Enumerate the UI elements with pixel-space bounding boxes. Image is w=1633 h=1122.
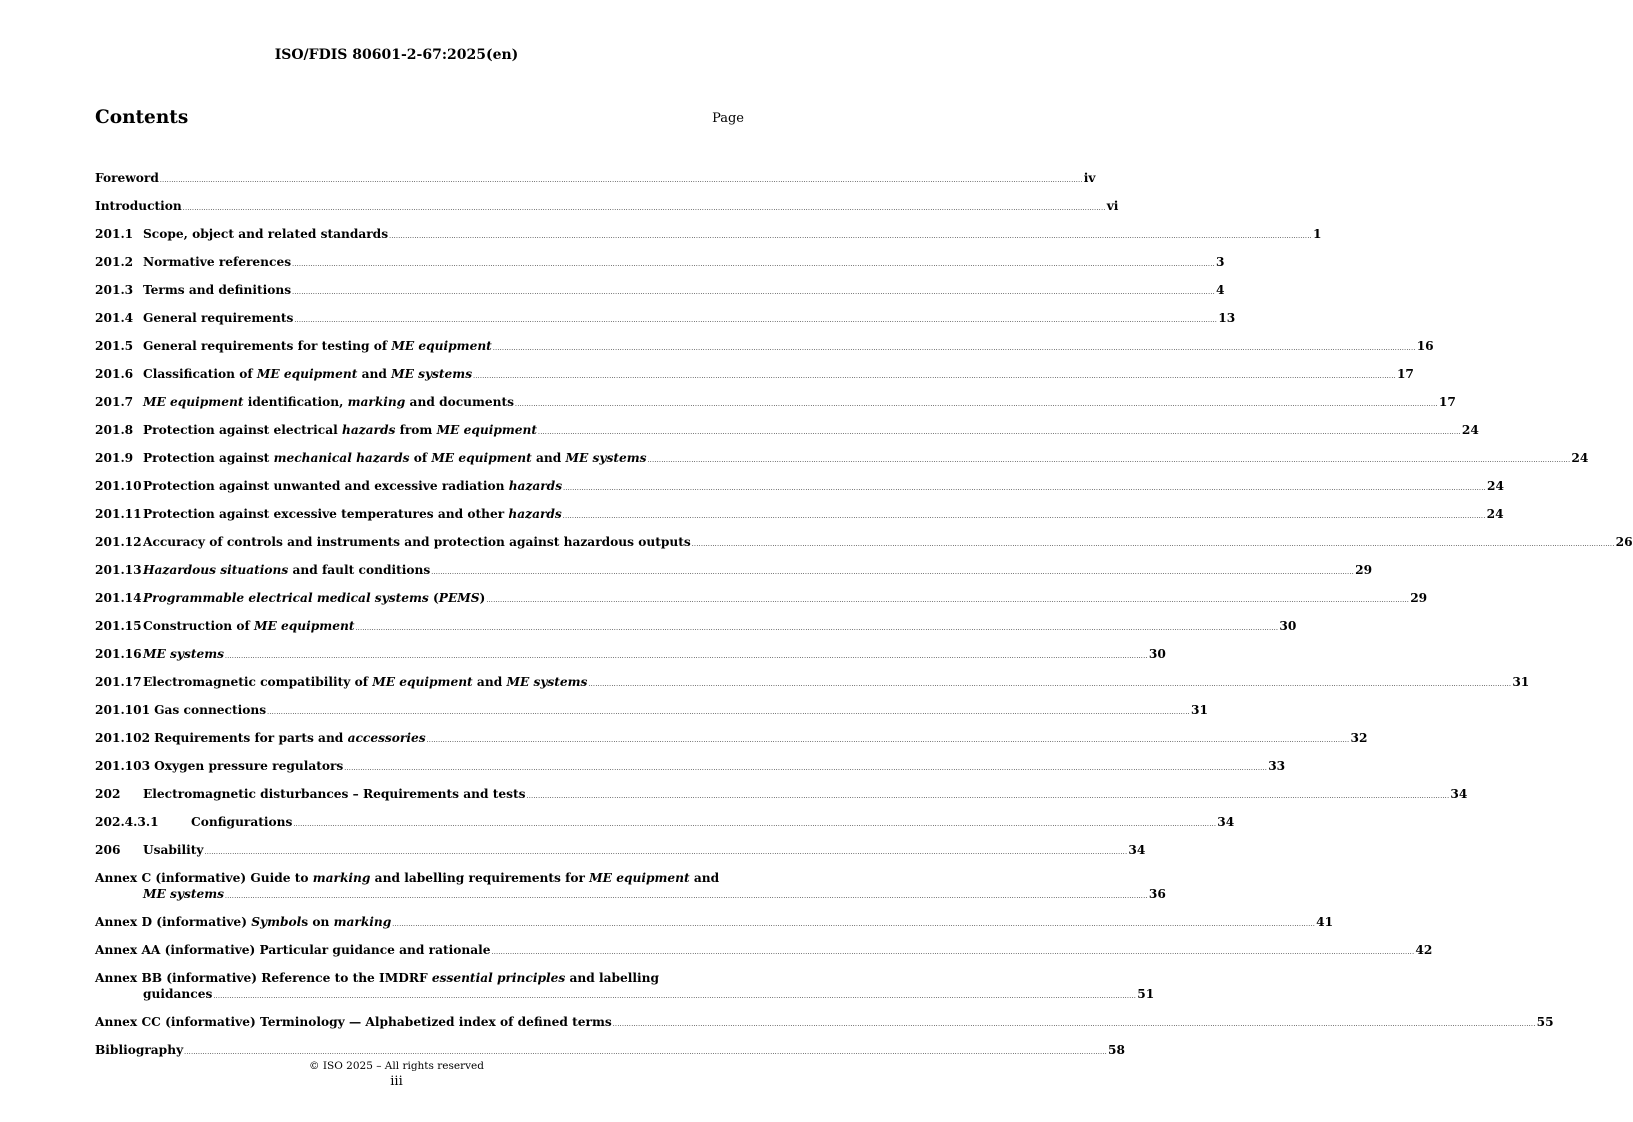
- toc-entry-title: [143, 478, 562, 494]
- toc-entry-text-part: and: [472, 675, 507, 689]
- toc-entry-text-part: ME equipment: [143, 395, 244, 409]
- toc-entry[interactable]: [95, 170, 1096, 189]
- toc-entry-page-number: 42: [1415, 943, 1433, 957]
- toc-entry[interactable]: [95, 758, 1286, 777]
- toc-entry-number: 201.101: [95, 703, 151, 717]
- dot-leader: ................................................................................................................................................................................................................................................................................................................................................................................................................: [515, 401, 1438, 408]
- toc-entry-text-part: General requirements: [143, 311, 294, 325]
- toc-entry-title: [143, 282, 291, 298]
- dot-leader: ................................................................................................................................................................................................................................................................................................................................................................................................................: [612, 1021, 1536, 1028]
- toc-entry-title: [95, 870, 744, 886]
- toc-entry-title: [154, 758, 343, 774]
- dot-leader: ................................................................................................................................................................................................................................................................................................................................................................................................................: [292, 261, 1215, 268]
- toc-entry-title: [95, 914, 391, 930]
- dot-leader: ................................................................................................................................................................................................................................................................................................................................................................................................................: [647, 457, 1571, 464]
- toc-entry-text-part: guidances: [143, 987, 213, 1001]
- toc-entry[interactable]: [95, 870, 1166, 905]
- toc-entry-number: 202.4.3.1: [95, 815, 159, 829]
- toc-entry-text-part: from: [395, 423, 437, 437]
- dot-leader: ................................................................................................................................................................................................................................................................................................................................................................................................................: [491, 949, 1415, 956]
- page-number: iii: [390, 1074, 403, 1089]
- toc-entry[interactable]: [95, 942, 1433, 961]
- toc-entry[interactable]: [95, 590, 1428, 609]
- dot-leader: ................................................................................................................................................................................................................................................................................................................................................................................................................: [562, 513, 1486, 520]
- toc-entry-text-part: hazards: [508, 507, 562, 521]
- toc-entry-page-number: 58: [1108, 1043, 1126, 1057]
- toc-entry-text-part: Oxygen pressure regulators: [154, 759, 344, 773]
- toc-entry-page-number: 51: [1137, 987, 1155, 1001]
- toc-entry-text-part: Protection against excessive temperatures and other: [143, 507, 509, 521]
- toc-entry-page-number: 13: [1218, 311, 1236, 325]
- dot-leader: ................................................................................................................................................................................................................................................................................................................................................................................................................: [292, 289, 1215, 296]
- toc-entry-page-number: 55: [1536, 1015, 1554, 1029]
- toc-entry-number: 201.10: [95, 479, 142, 493]
- toc-entry[interactable]: [95, 282, 1225, 301]
- toc-entry-text-part: Annex BB (informative) Reference to the IMDRF: [95, 971, 432, 985]
- toc-entry-page-number: iv: [1083, 171, 1096, 185]
- toc-entry-number: 201.102: [95, 731, 151, 745]
- toc-entry-number: 201.5: [95, 339, 134, 353]
- toc-entry-text-part: PEMS: [438, 591, 480, 605]
- toc-entry-text-part: hazards: [341, 423, 396, 437]
- dot-leader: ................................................................................................................................................................................................................................................................................................................................................................................................................: [563, 485, 1486, 492]
- dot-leader: ................................................................................................................................................................................................................................................................................................................................................................................................................: [538, 429, 1461, 436]
- dot-leader: ................................................................................................................................................................................................................................................................................................................................................................................................................: [473, 373, 1396, 380]
- dot-leader: ................................................................................................................................................................................................................................................................................................................................................................................................................: [426, 737, 1350, 744]
- dot-leader: ................................................................................................................................................................................................................................................................................................................................................................................................................: [204, 849, 1128, 856]
- dot-leader: ................................................................................................................................................................................................................................................................................................................................................................................................................: [213, 993, 1137, 1000]
- toc-entry-page-number: 4: [1216, 283, 1225, 297]
- toc-entry-title: [143, 562, 430, 578]
- toc-entry-title: [95, 198, 182, 214]
- toc-entry[interactable]: [95, 914, 1334, 933]
- toc-entry-page-number: 17: [1396, 367, 1414, 381]
- toc-entry-page-number: 29: [1410, 591, 1428, 605]
- toc-entry-number: 201.3: [95, 283, 134, 297]
- toc-entry-page-number: 31: [1190, 703, 1208, 717]
- toc-entry-number: 201.4: [95, 311, 134, 325]
- dot-leader: ................................................................................................................................................................................................................................................................................................................................................................................................................: [267, 709, 1190, 716]
- toc-entry[interactable]: [95, 970, 1155, 1005]
- toc-entry-text-part: marking: [333, 915, 392, 929]
- toc-entry-title: [143, 674, 587, 690]
- toc-entry-title: [143, 394, 514, 410]
- toc-entry[interactable]: [95, 702, 1208, 721]
- toc-entry-text-part: mechanical hazards: [273, 451, 410, 465]
- toc-entry-text-part: Protection against electrical: [143, 423, 342, 437]
- toc-entry-text-part: Annex AA (informative) Particular guidance and rationale: [95, 943, 491, 957]
- toc-entry-text-part: ME systems: [565, 451, 647, 465]
- toc-entry-title: [143, 506, 562, 522]
- toc-entry-page-number: 34: [1128, 843, 1146, 857]
- toc-entry-text-part: General requirements for testing of: [143, 339, 392, 353]
- dot-leader: ................................................................................................................................................................................................................................................................................................................................................................................................................: [389, 233, 1312, 240]
- toc-entry-text-part: Accuracy of controls and instruments and protection against hazardous outputs: [143, 535, 691, 549]
- toc-entry[interactable]: [95, 618, 1297, 637]
- toc-entry[interactable]: [95, 814, 1235, 833]
- toc-entry-text-part: s on: [301, 915, 334, 929]
- toc-entry-page-number: 34: [1217, 815, 1235, 829]
- toc-entry-number: 206: [95, 843, 121, 857]
- toc-entry-text-part: and: [689, 871, 720, 885]
- toc-entry-page-number: 41: [1316, 915, 1334, 929]
- toc-entry[interactable]: [95, 366, 1414, 385]
- toc-entry-text-part: Construction of: [143, 619, 254, 633]
- toc-entry[interactable]: [95, 562, 1373, 581]
- toc-entry-number: 201.17: [95, 675, 142, 689]
- toc-entry-page-number: 24: [1486, 507, 1504, 521]
- toc-entry-text-part: ME systems: [391, 367, 473, 381]
- toc-entry-text-part: and documents: [405, 395, 515, 409]
- dot-leader: ................................................................................................................................................................................................................................................................................................................................................................................................................: [224, 893, 1148, 900]
- toc-entry-text-part: and labelling requirements for: [370, 871, 590, 885]
- toc-entry-title: [143, 618, 354, 634]
- toc-entry-title-continuation: [143, 886, 224, 902]
- toc-entry-text-part: Terms and definitions: [143, 283, 292, 297]
- toc-entry-number: 201.6: [95, 367, 134, 381]
- toc-entry-number: 201.13: [95, 563, 142, 577]
- toc-entry-page-number: 24: [1571, 451, 1589, 465]
- toc-entry-page-number: 31: [1512, 675, 1530, 689]
- toc-entry-page-number: 29: [1355, 563, 1373, 577]
- toc-entry[interactable]: [95, 730, 1368, 749]
- dot-leader: ................................................................................................................................................................................................................................................................................................................................................................................................................: [294, 317, 1218, 324]
- toc-entry[interactable]: [95, 254, 1225, 273]
- toc-entry-text-part: and labelling: [565, 971, 660, 985]
- toc-entry-text-part: Electromagnetic disturbances – Requirements and tests: [143, 787, 526, 801]
- table-of-contents: [95, 170, 1633, 1070]
- toc-entry-page-number: 16: [1416, 339, 1434, 353]
- toc-entry-text-part: marking: [312, 871, 371, 885]
- toc-entry-page-number: 33: [1268, 759, 1286, 773]
- toc-entry-text-part: Electromagnetic compatibility of: [143, 675, 373, 689]
- toc-entry-text-part: and fault conditions: [288, 563, 431, 577]
- dot-leader: ................................................................................................................................................................................................................................................................................................................................................................................................................: [159, 177, 1083, 184]
- toc-entry[interactable]: [95, 394, 1456, 413]
- toc-entry-page-number: 34: [1450, 787, 1468, 801]
- toc-entry-text-part: of: [409, 451, 432, 465]
- toc-entry-text-part: Gas connections: [154, 703, 267, 717]
- toc-entry-text-part: Protection against: [143, 451, 274, 465]
- toc-entry-title: [95, 970, 744, 986]
- toc-entry-number: 201.1: [95, 227, 134, 241]
- toc-entry[interactable]: [95, 226, 1322, 245]
- dot-leader: ................................................................................................................................................................................................................................................................................................................................................................................................................: [486, 597, 1410, 604]
- toc-entry-page-number: 32: [1350, 731, 1368, 745]
- toc-entry-text-part: Configurations: [191, 815, 293, 829]
- toc-entry[interactable]: [95, 534, 1633, 553]
- dot-leader: ................................................................................................................................................................................................................................................................................................................................................................................................................: [588, 681, 1512, 688]
- toc-entry-text-part: Usability: [143, 843, 204, 857]
- toc-entry-page-number: 24: [1486, 479, 1504, 493]
- toc-entry-title: [143, 422, 537, 438]
- toc-entry-page-number: 30: [1148, 647, 1166, 661]
- toc-entry-text-part: essential principles: [431, 971, 566, 985]
- toc-entry-title: [143, 366, 472, 382]
- toc-entry[interactable]: [95, 450, 1589, 469]
- toc-entry-text-part: Hazardous situations: [143, 563, 289, 577]
- toc-entry[interactable]: [95, 310, 1236, 329]
- page-column-label: Page: [712, 111, 744, 126]
- toc-entry-text-part: Foreword: [95, 171, 159, 185]
- toc-entry-number: 201.15: [95, 619, 142, 633]
- toc-entry-title: [154, 730, 425, 746]
- toc-entry-title-continuation: [143, 986, 212, 1002]
- toc-entry-text-part: ME equipment: [254, 619, 355, 633]
- toc-entry-number: 201.12: [95, 535, 142, 549]
- toc-entry-text-part: Programmable electrical medical systems: [143, 591, 429, 605]
- toc-entry-text-part: ME equipment: [436, 423, 538, 437]
- toc-entry-page-number: 1: [1312, 227, 1322, 241]
- toc-entry-text-part: identification,: [243, 395, 348, 409]
- contents-title: Contents: [95, 107, 189, 128]
- toc-entry-text-part: ): [479, 591, 486, 605]
- toc-entry-title: [143, 646, 224, 662]
- toc-entry-text-part: Normative references: [143, 255, 292, 269]
- toc-entry-title: [143, 534, 691, 550]
- toc-entry[interactable]: [95, 338, 1434, 357]
- toc-entry-number: 201.16: [95, 647, 142, 661]
- toc-entry-title: [154, 702, 266, 718]
- toc-entry-text-part: accessories: [347, 731, 426, 745]
- toc-entry[interactable]: [95, 674, 1530, 693]
- toc-entry-page-number: 30: [1279, 619, 1297, 633]
- dot-leader: ................................................................................................................................................................................................................................................................................................................................................................................................................: [344, 765, 1268, 772]
- toc-entry-page-number: 3: [1215, 255, 1225, 269]
- toc-entry-number: 201.9: [95, 451, 134, 465]
- toc-entry-text-part: Requirements for parts and: [154, 731, 348, 745]
- toc-entry-text-part: Introduction: [95, 199, 182, 213]
- dot-leader: ................................................................................................................................................................................................................................................................................................................................................................................................................: [392, 921, 1316, 928]
- toc-entry-text-part: Symbol: [251, 915, 302, 929]
- toc-entry-title: [143, 786, 526, 802]
- toc-entry-title: [143, 254, 291, 270]
- toc-entry-text-part: Annex D (informative): [95, 915, 252, 929]
- toc-entry-title: [95, 1042, 183, 1058]
- toc-entry[interactable]: [95, 478, 1504, 497]
- toc-entry[interactable]: [95, 842, 1146, 861]
- toc-entry-page-number: 17: [1438, 395, 1456, 409]
- toc-entry-text-part: and: [531, 451, 566, 465]
- toc-entry[interactable]: [95, 646, 1166, 665]
- toc-entry-page-number: 24: [1461, 423, 1479, 437]
- toc-entry-page-number: 36: [1148, 887, 1166, 901]
- toc-entry-text-part: marking: [347, 395, 406, 409]
- toc-entry-text-part: Protection against unwanted and excessive radiation: [143, 479, 509, 493]
- toc-entry-text-part: ME systems: [143, 887, 224, 901]
- dot-leader: ................................................................................................................................................................................................................................................................................................................................................................................................................: [691, 541, 1615, 548]
- toc-entry-text-part: ME equipment: [256, 367, 358, 381]
- toc-entry[interactable]: [95, 506, 1504, 525]
- page-footer: [0, 1059, 793, 1089]
- toc-entry-title: [191, 814, 292, 830]
- dot-leader: ................................................................................................................................................................................................................................................................................................................................................................................................................: [224, 653, 1148, 660]
- toc-entry-text-part: ME equipment: [431, 451, 532, 465]
- toc-entry-number: 201.11: [95, 507, 142, 521]
- toc-entry-title: [143, 450, 647, 466]
- toc-entry-text-part: ME equipment: [391, 339, 492, 353]
- copyright-notice: © ISO 2025 – All rights reserved: [309, 1060, 484, 1072]
- toc-entry-number: 202: [95, 787, 121, 801]
- toc-entry-title: [143, 590, 485, 606]
- toc-entry-text-part: Annex CC (informative) Terminology — Alphabetized index of defined terms: [95, 1015, 612, 1029]
- toc-entry[interactable]: [95, 198, 1119, 217]
- toc-entry-number: 201.8: [95, 423, 134, 437]
- toc-entry[interactable]: [95, 786, 1468, 805]
- dot-leader: ................................................................................................................................................................................................................................................................................................................................................................................................................: [184, 1049, 1108, 1056]
- toc-entry-number: 201.14: [95, 591, 142, 605]
- toc-entry-page-number: 26: [1615, 535, 1633, 549]
- toc-entry-title: [143, 842, 204, 858]
- toc-entry-title: [143, 310, 293, 326]
- toc-entry[interactable]: [95, 1014, 1554, 1033]
- toc-entry-page-number: vi: [1106, 199, 1119, 213]
- document-header: ISO/FDIS 80601-2-67:2025(en): [274, 47, 519, 63]
- toc-entry-text-part: hazards: [508, 479, 563, 493]
- toc-entry-text-part: ME equipment: [372, 675, 473, 689]
- dot-leader: ................................................................................................................................................................................................................................................................................................................................................................................................................: [492, 345, 1416, 352]
- toc-entry-text-part: and: [357, 367, 392, 381]
- dot-leader: ................................................................................................................................................................................................................................................................................................................................................................................................................: [431, 569, 1355, 576]
- toc-entry-title: [143, 226, 388, 242]
- toc-entry-number: 201.103: [95, 759, 151, 773]
- toc-entry-text-part: (: [428, 591, 439, 605]
- toc-entry-number: 201.7: [95, 395, 134, 409]
- toc-entry-title: [95, 1014, 612, 1030]
- dot-leader: ................................................................................................................................................................................................................................................................................................................................................................................................................: [526, 793, 1450, 800]
- toc-entry-text-part: ME systems: [143, 647, 224, 661]
- dot-leader: ................................................................................................................................................................................................................................................................................................................................................................................................................: [355, 625, 1279, 632]
- toc-entry[interactable]: [95, 422, 1479, 441]
- toc-entry-text-part: Annex C (informative) Guide to: [95, 871, 313, 885]
- toc-entry-title: [95, 170, 159, 186]
- toc-entry-text-part: ME systems: [506, 675, 588, 689]
- toc-entry-text-part: Scope, object and related standards: [143, 227, 389, 241]
- toc-entry-text-part: Bibliography: [95, 1043, 184, 1057]
- toc-entry-title: [143, 338, 492, 354]
- toc-entry-text-part: Classification of: [143, 367, 257, 381]
- dot-leader: ................................................................................................................................................................................................................................................................................................................................................................................................................: [182, 205, 1106, 212]
- toc-entry-text-part: ME equipment: [589, 871, 690, 885]
- toc-entry-title: [95, 942, 491, 958]
- toc-entry-number: 201.2: [95, 255, 134, 269]
- dot-leader: ................................................................................................................................................................................................................................................................................................................................................................................................................: [293, 821, 1217, 828]
